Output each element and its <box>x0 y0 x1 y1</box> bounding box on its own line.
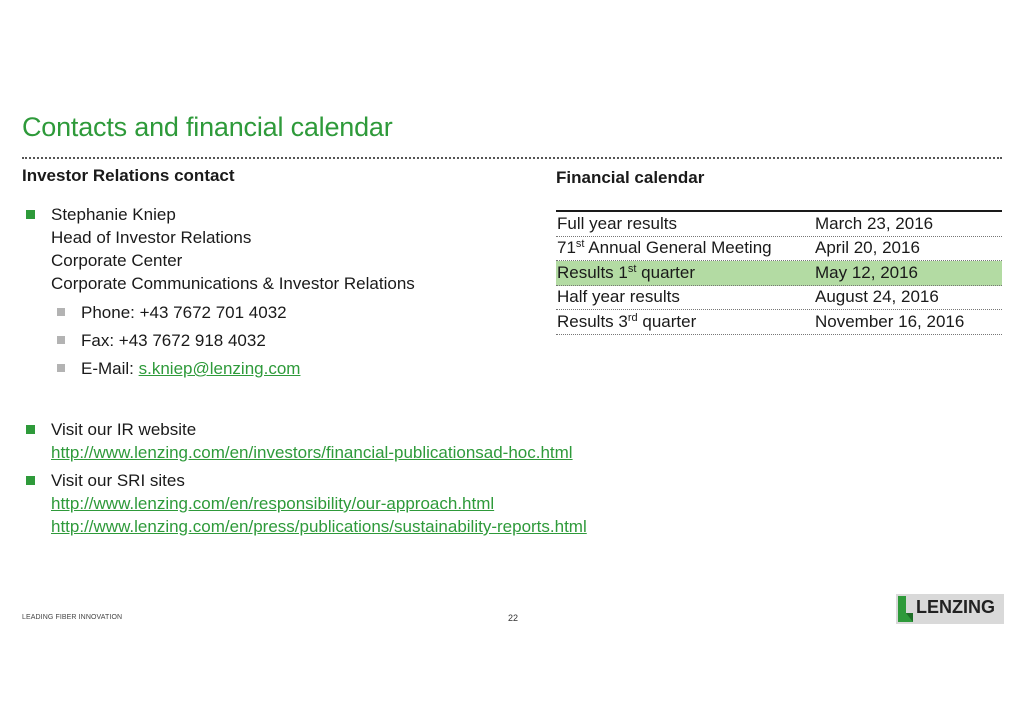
calendar-event: 71st Annual General Meeting <box>557 238 772 258</box>
contact-role: Head of Investor Relations <box>51 228 252 247</box>
sub-bullet-icon <box>57 336 65 344</box>
sub-bullet-icon <box>57 308 65 316</box>
ir-website-link[interactable]: http://www.lenzing.com/en/investors/financial-publicationsad-hoc.html <box>51 443 573 462</box>
calendar-date: April 20, 2016 <box>815 238 920 258</box>
calendar-event: Full year results <box>557 213 677 233</box>
calendar-event: Results 1st quarter <box>557 262 696 282</box>
lenzing-logo-icon <box>896 594 1004 624</box>
email-link[interactable]: s.kniep@lenzing.com <box>138 359 301 378</box>
calendar-row <box>556 237 1002 262</box>
contact-phone: Phone: +43 7672 701 4032 <box>81 303 287 322</box>
calendar-row <box>556 212 1002 237</box>
calendar-date: November 16, 2016 <box>815 311 965 331</box>
calendar-date: March 23, 2016 <box>815 213 934 233</box>
calendar-row <box>556 310 1002 335</box>
calendar-row-highlighted <box>556 261 1002 286</box>
email-label: E-Mail: <box>81 359 139 378</box>
calendar-event: Half year results <box>557 287 680 307</box>
calendar-date: August 24, 2016 <box>815 287 939 307</box>
contact-fax: Fax: +43 7672 918 4032 <box>81 331 266 350</box>
contact-department: Corporate Center <box>51 251 183 270</box>
sri-sites-label: Visit our SRI sites <box>51 471 185 490</box>
page-title: Contacts and financial calendar <box>22 112 393 142</box>
bullet-square-icon <box>26 476 35 485</box>
financial-calendar-table <box>556 210 1002 335</box>
ir-website-label: Visit our IR website <box>51 420 197 439</box>
contact-division: Corporate Communications & Investor Relations <box>51 274 415 293</box>
bullet-square-icon <box>26 425 35 434</box>
calendar-row <box>556 286 1002 311</box>
ir-contact-heading: Investor Relations contact <box>22 166 235 185</box>
sri-link-reports[interactable]: http://www.lenzing.com/en/press/publications/sustainability-reports.html <box>51 517 587 536</box>
sri-link-approach[interactable]: http://www.lenzing.com/en/responsibility/our-approach.html <box>51 494 495 513</box>
logo-text: LENZING <box>916 597 995 617</box>
financial-calendar-heading: Financial calendar <box>556 168 705 187</box>
contact-name: Stephanie Kniep <box>51 205 176 224</box>
footer-tagline: LEADING FIBER INNOVATION <box>22 614 123 621</box>
calendar-date: May 12, 2016 <box>815 262 919 282</box>
sub-bullet-icon <box>57 364 65 372</box>
calendar-event: Results 3rd quarter <box>557 311 697 331</box>
title-divider <box>22 157 1002 159</box>
contact-email-line <box>81 359 300 379</box>
bullet-square-icon <box>26 210 35 219</box>
page-number: 22 <box>508 613 519 623</box>
